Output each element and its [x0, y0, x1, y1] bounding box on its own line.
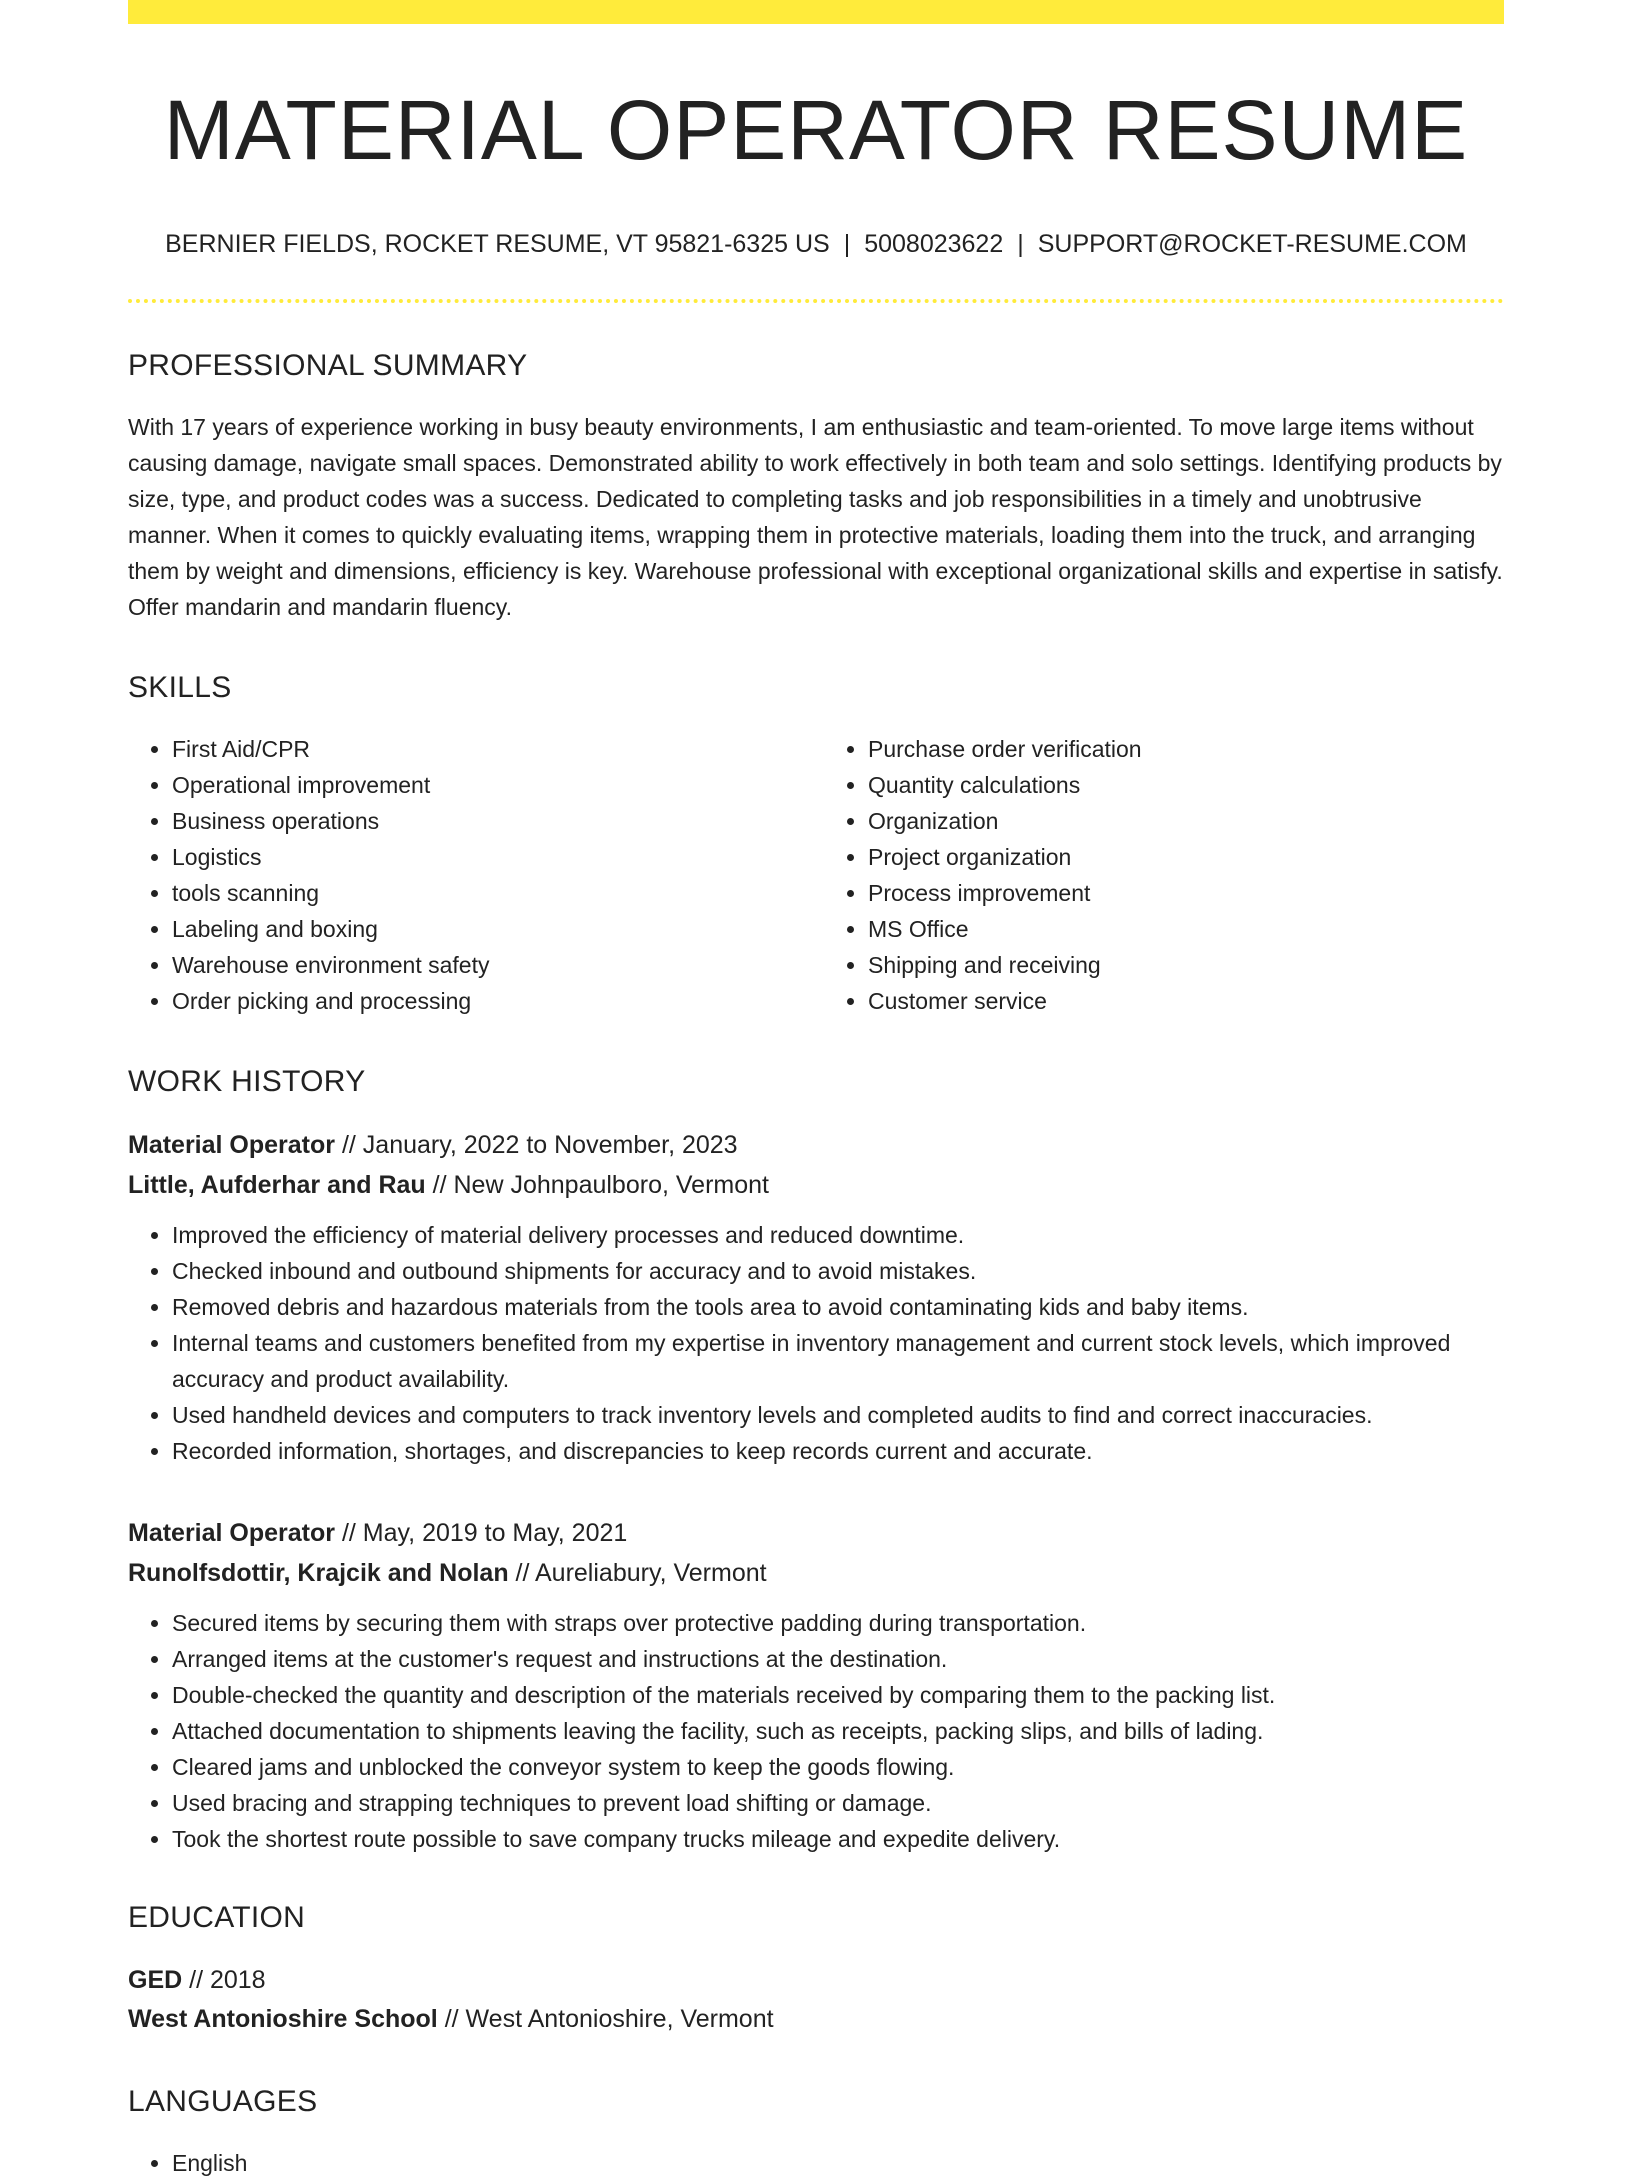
skills-columns: [128, 731, 1504, 1019]
job-title-line: [128, 1513, 1504, 1553]
job-bullet: • Double-checked the quantity and description of the materials received by comparing them to the packing list.: [172, 1677, 1504, 1713]
skills-list-left: [128, 731, 808, 1019]
summary-section: [128, 349, 1504, 625]
job-bullet: • Improved the efficiency of material delivery processes and reduced downtime.: [172, 1217, 1504, 1253]
education-school: West Antonioshire School: [128, 2005, 438, 2034]
skills-section: [128, 671, 1504, 1019]
skills-heading: SKILLS: [128, 671, 232, 705]
skill-item: • First Aid/CPR: [172, 731, 808, 767]
skill-item: • MS Office: [868, 911, 1504, 947]
skill-item: • Shipping and receiving: [868, 947, 1504, 983]
skill-item: • Business operations: [172, 803, 808, 839]
education-school-line: [128, 2000, 1504, 2039]
job-bullet: • Used bracing and strapping techniques to prevent load shifting or damage.: [172, 1785, 1504, 1821]
education-heading: EDUCATION: [128, 1901, 306, 1935]
work-history-heading: WORK HISTORY: [128, 1065, 366, 1099]
dotted-divider: [128, 299, 1504, 303]
skill-item: • Process improvement: [868, 875, 1504, 911]
contact-line: [128, 230, 1504, 259]
job-title: Material Operator: [128, 1131, 336, 1160]
job-company: Runolfsdottir, Krajcik and Nolan: [128, 1559, 509, 1588]
job-company: Little, Aufderhar and Rau: [128, 1171, 426, 1200]
education-degree: GED: [128, 1966, 183, 1995]
summary-heading: PROFESSIONAL SUMMARY: [128, 349, 528, 383]
education-section: [128, 1901, 1504, 2039]
job-title-line: [128, 1125, 1504, 1165]
job-entry: [128, 1513, 1504, 1857]
job-bullet: • Recorded information, shortages, and discrepancies to keep records current and accurate.: [172, 1433, 1504, 1469]
contact-separator: |: [1017, 230, 1024, 259]
job-company-line: [128, 1553, 1504, 1593]
accent-top-bar: [128, 0, 1504, 24]
job-bullet: • Checked inbound and outbound shipments for accuracy and to avoid mistakes.: [172, 1253, 1504, 1289]
job-bullets: [128, 1605, 1504, 1857]
job-location: // Aureliabury, Vermont: [508, 1559, 767, 1588]
job-dates: // May, 2019 to May, 2021: [335, 1519, 628, 1548]
job-bullet: • Secured items by securing them with straps over protective padding during transportation.: [172, 1605, 1504, 1641]
work-history-section: [128, 1065, 1504, 1857]
skill-item: • Purchase order verification: [868, 731, 1504, 767]
skill-item: • Quantity calculations: [868, 767, 1504, 803]
languages-section: [128, 2085, 1504, 2181]
job-bullet: • Arranged items at the customer's request and instructions at the destination.: [172, 1641, 1504, 1677]
contact-address: BERNIER FIELDS, ROCKET RESUME, VT 95821-6325 US: [165, 230, 830, 259]
job-title: Material Operator: [128, 1519, 336, 1548]
languages-heading: LANGUAGES: [128, 2085, 318, 2119]
summary-text: With 17 years of experience working in busy beauty environments, I am enthusiastic and team-oriented. To move large items without causing damage, navigate small spaces. Demonstrated ability to work effectively in both team and solo settings. Identifying products by size, type, and product codes was a success. Dedicated to completing tasks and job responsibilities in a timely and unobtrusive manner. When it comes to quickly evaluating items, wrapping them in protective materials, loading them into the truck, and arranging them by weight and dimensions, efficiency is key. Warehouse professional with exceptional organizational skills and expertise in satisfy. Offer mandarin and mandarin fluency.: [128, 414, 1503, 621]
job-entry: [128, 1125, 1504, 1469]
education-degree-line: [128, 1961, 1504, 2000]
job-company-line: [128, 1165, 1504, 1205]
job-bullet: • Took the shortest route possible to save company trucks mileage and expedite delivery.: [172, 1821, 1504, 1857]
job-location: // New Johnpaulboro, Vermont: [425, 1171, 769, 1200]
education-year: // 2018: [182, 1966, 266, 1995]
skill-item: • Organization: [868, 803, 1504, 839]
skills-list-right: [808, 731, 1504, 1019]
education-location: // West Antonioshire, Vermont: [437, 2005, 774, 2034]
job-bullet: • Cleared jams and unblocked the conveyor system to keep the goods flowing.: [172, 1749, 1504, 1785]
skill-item: • Project organization: [868, 839, 1504, 875]
skill-item: • Labeling and boxing: [172, 911, 808, 947]
job-bullets: [128, 1217, 1504, 1469]
job-dates: // January, 2022 to November, 2023: [335, 1131, 738, 1160]
job-bullet: • Removed debris and hazardous materials from the tools area to avoid contaminating kids and baby items.: [172, 1289, 1504, 1325]
contact-separator: |: [843, 230, 851, 259]
languages-list: [128, 2145, 1504, 2181]
skill-item: • Operational improvement: [172, 767, 808, 803]
skill-item: • Customer service: [868, 983, 1504, 1019]
resume-title: MATERIAL OPERATOR RESUME: [163, 83, 1469, 177]
job-bullet: • Internal teams and customers benefited from my expertise in inventory management and current stock levels, which improved accuracy and product availability.: [172, 1325, 1504, 1397]
resume-page: [128, 0, 1504, 2181]
language-item: • English: [172, 2145, 1504, 2181]
contact-email: SUPPORT@ROCKET-RESUME.COM: [1037, 230, 1467, 259]
job-bullet: • Used handheld devices and computers to track inventory levels and completed audits to find and correct inaccuracies.: [172, 1397, 1504, 1433]
job-bullet: • Attached documentation to shipments leaving the facility, such as receipts, packing slips, and bills of lading.: [172, 1713, 1504, 1749]
contact-phone: 5008023622: [864, 230, 1004, 259]
skill-item: • tools scanning: [172, 875, 808, 911]
skill-item: • Logistics: [172, 839, 808, 875]
skill-item: • Warehouse environment safety: [172, 947, 808, 983]
skill-item: • Order picking and processing: [172, 983, 808, 1019]
